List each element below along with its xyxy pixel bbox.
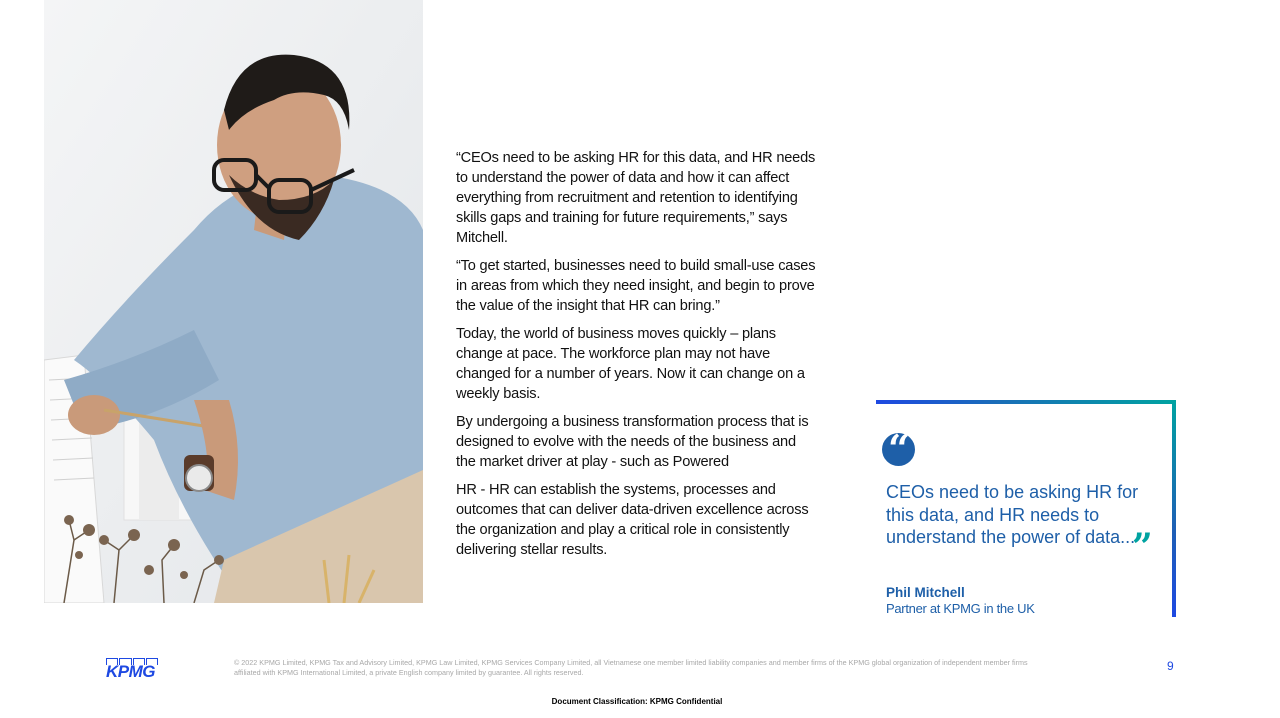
legal-disclaimer: © 2022 KPMG Limited, KPMG Tax and Advisory Limited, KPMG Law Limited, KPMG Services Company Limited, all Vietnamese one member limited liability companies and member firms of the KPMG global organization of independent member firms affiliated with KPMG International Limited, a private English company limited by guarantee. All rights reserved. — [234, 658, 1028, 677]
paragraph: “To get started, businesses need to build small-use cases in areas from which they need insight, and begin to prove the value of the insight that HR can bring.” — [456, 258, 816, 314]
quote-author-title: Partner at KPMG in the UK — [886, 601, 1035, 616]
kpmg-logo-text: KPMG — [106, 662, 155, 681]
pull-quote-text: CEOs need to be asking HR for this data, and HR needs to understand the power of data... — [886, 482, 1139, 547]
paragraph: HR - HR can establish the systems, processes and outcomes that can deliver data-driven excellence across the organization and play a critical role in consistently delivering stellar results. — [456, 482, 809, 558]
page-number: 9 — [1167, 659, 1174, 673]
quote-box-top-border — [876, 400, 1176, 404]
article-body — [456, 148, 816, 568]
architect-illustration — [44, 0, 423, 603]
paragraph: By undergoing a business transformation process that is designed to evolve with the needs of the business and the market driver at play - such as Powered — [456, 414, 809, 470]
close-quote-icon: ” — [1132, 526, 1153, 568]
kpmg-logo — [106, 658, 158, 680]
open-quote-icon: “ — [882, 433, 915, 466]
paragraph: Today, the world of business moves quickly – plans change at pace. The workforce plan may not have changed for a number of years. Now it can change on a weekly basis. — [456, 326, 805, 402]
quote-box-right-border — [1172, 400, 1176, 617]
pull-quote-box — [876, 400, 1176, 617]
hero-photo — [44, 0, 423, 603]
paragraph: “CEOs need to be asking HR for this data, and HR needs to understand the power of data and how it can affect everything from recruitment and retention to identifying skills gaps and training for future requirements,” says Mitchell. — [456, 150, 816, 246]
document-classification: Document Classification: KPMG Confidential — [551, 697, 723, 706]
quote-author-name: Phil Mitchell — [886, 585, 965, 600]
